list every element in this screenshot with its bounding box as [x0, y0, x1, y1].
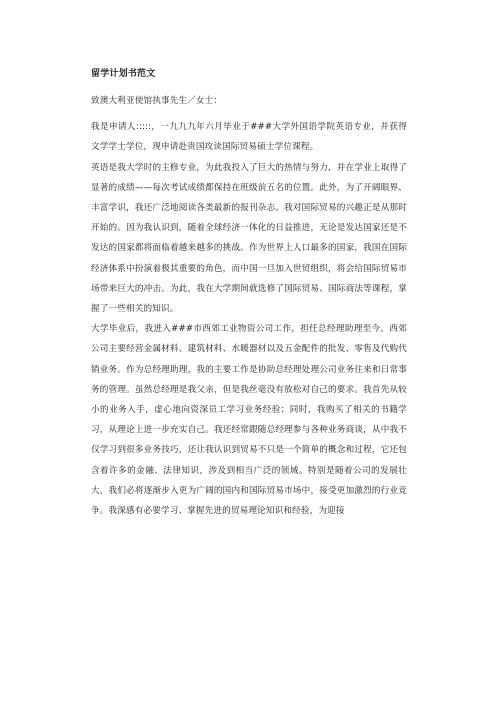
document-body — [91, 91, 407, 521]
document-title: 留学计划书范文 — [91, 69, 156, 79]
salutation: 致澳大利亚使馆执事先生／女士： — [91, 96, 223, 106]
paragraph: 英语是我大学时的主修专业，为此我投入了巨大的热情与努力，并在学业上取得了显著的成绩——每次考试成绩都保持在班级前五名的位置。此外，为了开阔眼界、丰富学识，我还广泛地阅读各类最新的报刊杂志。我对国际贸易的兴趣正是从那时开始的。因为我认识到，随着全球经济一体化的日益推进，无论是发达国家还是不发达的国家都将面临着越来越多的挑战。作为世界上人口最多的国家，我国在国际经济体系中扮演着极其重要的角色，而中国一旦加入世贸组织，将会给国际贸易市场带来巨大的冲击。为此，我在大学期间就选修了国际贸易、国际商法等课程，掌握了一些相关的知识。 — [91, 162, 407, 315]
paragraph: 大学毕业后，我进入###市西郊工业物资公司工作，担任总经理助理至今。西郊公司主要经营金属材料、建筑材料、水暖器材以及五金配件的批发、零售及代购代销业务。作为总经理助理，我的主要工作是协助总经理处理公司业务往来和日常事务的管理。虽然总经理是我父亲，但是我丝毫没有放松对自己的要求。我首先从较小的业务入手，虚心地向资深员工学习业务经验；同时，我购买了相关的书籍学习，从理论上进一步充实自己。我还经常跟随总经理参与各种业务商谈，从中我不仅学习到很多业务技巧，还让我认识到贸易不只是一个简单的概念和过程，它还包含着许多的金融、法律知识，涉及到相当广泛的领域。特别是随着公司的发展壮大，我们必将逐渐步入更为广阔的国内和国际贸易市场中，接受更加激烈的行业竞争。我深感有必要学习、掌握先进的贸易理论知识和经验，为迎接 — [91, 324, 407, 517]
paragraph: 我是申请人:::::，一九九九年六月毕业于###大学外国语学院英语专业，并获得文学学士学位，现申请赴贵国攻读国际贸易硕士学位课程。 — [91, 122, 407, 153]
